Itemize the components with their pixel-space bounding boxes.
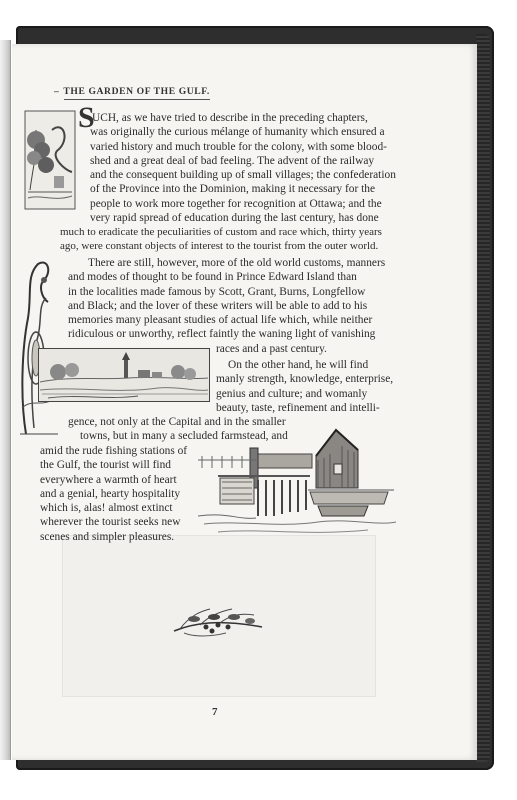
book-spine-edge: [476, 34, 490, 762]
text-line: manly strength, knowledge, enterprise,: [216, 373, 394, 386]
dropcap-letter: S: [78, 101, 95, 134]
text-line: gence, not only at the Capital and in the smaller: [68, 416, 286, 428]
text-line: races and a past century.: [216, 343, 327, 355]
text-line: memories many pleasant studies of actual life which, while neither: [68, 314, 373, 327]
art-nouveau-border-ornament: [18, 258, 60, 436]
text-line: ridiculous or unworthy, reflect faintly the waning light of vanishing: [68, 328, 376, 341]
text-line: very rapid spread of education during the last century, has done: [90, 212, 379, 225]
paragraph-2-end: [216, 342, 398, 356]
text-line: and Black; and the lover of these writers will be able to add to his: [68, 299, 368, 312]
facing-page-edge: [0, 40, 11, 760]
paragraph-3: [216, 358, 398, 415]
text-line: and modes of thought to be found in Prince Edward Island than: [68, 271, 357, 284]
text-line: which is, alas! almost extinct: [40, 502, 173, 515]
text-line: people to work more together for recognition at Ottawa; and the: [90, 197, 382, 210]
text-line: varied history and much trouble for the colony, with some blood-: [90, 140, 387, 153]
text-line: the Gulf, the tourist will find: [40, 459, 171, 472]
village-landscape-illustration: [38, 348, 210, 402]
text-line: and the consequent building up of small villages; the confederation: [90, 169, 396, 182]
paragraph-2: [68, 256, 398, 342]
text-line: was originally the curious mélange of humanity which ensured a: [90, 126, 385, 139]
text-line: scenes and simpler pleasures.: [40, 530, 175, 543]
floral-spray-tailpiece: [170, 603, 266, 639]
text-line: beauty, taste, refinement and intelli-: [216, 401, 380, 414]
text-line: UCH, as we have tried to describe in the preceding chapters,: [92, 112, 368, 124]
text-line: in the localities made famous by Scott, Grant, Burns, Longfellow: [68, 285, 366, 298]
tree-landscape-illustration: [24, 110, 76, 210]
text-line: much to eradicate the peculiarities of custom and race which, thirty years: [60, 226, 382, 238]
paragraph-1-continued: [60, 225, 400, 254]
text-line: On the other hand, he will find: [228, 359, 369, 371]
running-header: – THE GARDEN OF THE GULF.: [54, 86, 210, 97]
text-line: wherever the tourist seeks new: [40, 516, 181, 529]
text-line: shed and a great deal of bad feeling. The advent of the railway: [90, 154, 375, 167]
text-line: ago, were constant objects of interest to the tourist from the outer world.: [60, 240, 379, 253]
text-line: genius and culture; and womanly: [216, 387, 368, 400]
paragraph-1: [84, 111, 398, 225]
paragraph-3-wrap: [40, 444, 200, 544]
text-line: everywhere a warmth of heart: [40, 473, 177, 486]
page-number: 7: [212, 706, 218, 718]
running-header-text: THE GARDEN OF THE GULF.: [63, 86, 210, 97]
text-line: There are still, however, more of the old world customs, manners: [88, 257, 386, 269]
fishing-shed-wharf-illustration: [198, 424, 398, 542]
text-line: amid the rude fishing stations of: [40, 445, 188, 457]
text-line: towns, but in many a secluded farmstead, and: [80, 430, 288, 443]
text-line: of the Province into the Dominion, making it necessary for the: [90, 183, 376, 196]
text-line: and a genial, hearty hospitality: [40, 487, 181, 500]
